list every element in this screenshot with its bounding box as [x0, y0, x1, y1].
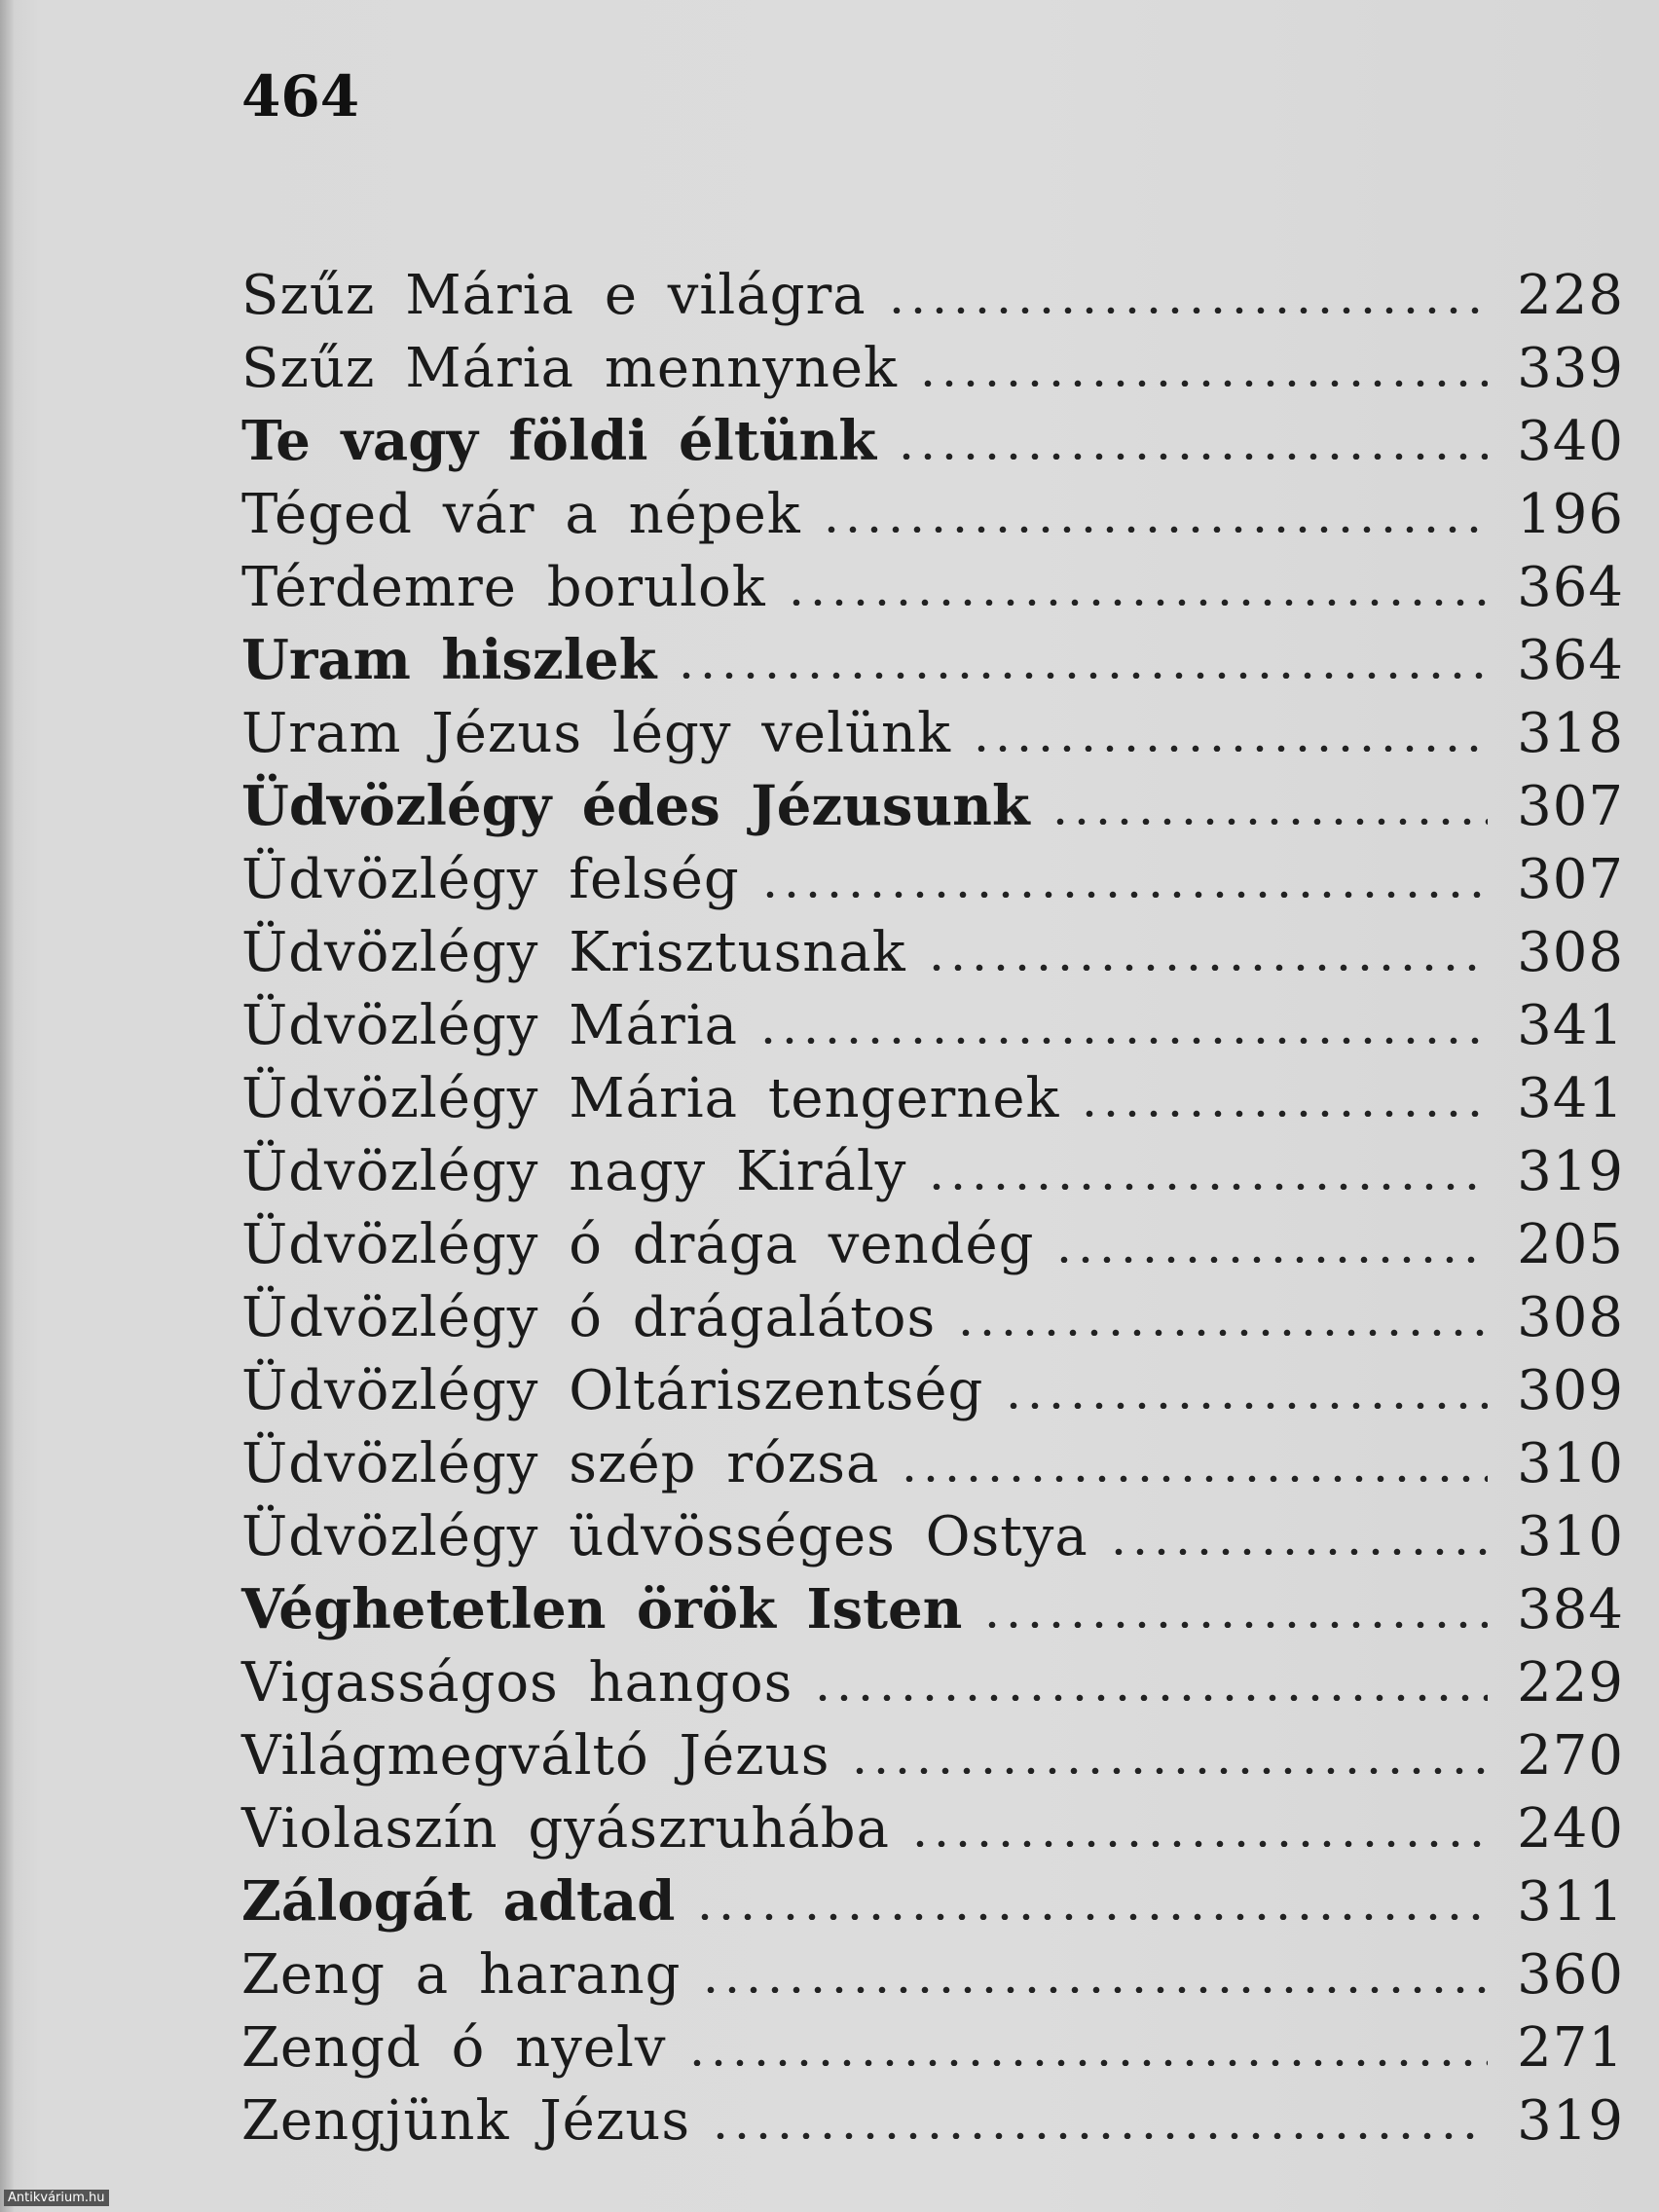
- dot-leader: [971, 693, 1488, 752]
- dot-leader: [812, 1642, 1488, 1701]
- entry-page-number: 307: [1517, 775, 1624, 838]
- dot-leader: [849, 1715, 1488, 1774]
- entry-page-number: 364: [1517, 556, 1624, 619]
- dot-leader: [896, 401, 1488, 460]
- entry-page-number: 205: [1517, 1213, 1624, 1276]
- index-entry: [241, 839, 1624, 912]
- entry-title: Üdvözlégy Krisztusnak: [241, 921, 906, 984]
- index-entry: [241, 401, 1624, 474]
- entry-page-number: 364: [1517, 629, 1624, 692]
- dot-leader: [757, 985, 1488, 1044]
- index-entry: [241, 2081, 1624, 2154]
- dot-leader: [759, 839, 1488, 898]
- index-entry: [241, 1131, 1624, 1204]
- entry-page-number: 240: [1517, 1797, 1624, 1861]
- dot-leader: [694, 1862, 1488, 1920]
- dot-leader: [710, 2081, 1488, 2139]
- dot-leader: [955, 1277, 1488, 1336]
- dot-leader: [1079, 1058, 1488, 1117]
- dot-leader: [686, 2008, 1488, 2066]
- entry-page-number: 319: [1517, 2089, 1624, 2153]
- index-entry: [241, 912, 1624, 985]
- dot-leader: [926, 912, 1488, 971]
- dot-leader: [821, 474, 1488, 533]
- entry-page-number: 339: [1517, 337, 1624, 400]
- entry-title: Üdvözlégy Mária: [241, 994, 739, 1057]
- entry-title: Üdvözlégy ó drágalátos: [241, 1286, 937, 1349]
- index-entry: [241, 255, 1624, 328]
- entry-page-number: 229: [1517, 1651, 1624, 1714]
- dot-leader: [1003, 1350, 1488, 1409]
- entry-title: Világmegváltó Jézus: [241, 1724, 830, 1788]
- entry-page-number: 309: [1517, 1359, 1624, 1422]
- index-entry: [241, 693, 1624, 766]
- index-entry: [241, 1350, 1624, 1423]
- entry-page-number: 196: [1517, 483, 1624, 546]
- entry-title: Üdvözlégy felség: [241, 848, 740, 911]
- entry-page-number: 341: [1517, 1067, 1624, 1130]
- dot-leader: [1050, 766, 1488, 825]
- dot-leader: [1108, 1496, 1488, 1555]
- entry-title: Téged vár a népek: [241, 483, 801, 546]
- index-entry: [241, 547, 1624, 620]
- entry-title: Véghetetlen örök Isten: [241, 1577, 963, 1641]
- index-list: [241, 255, 1624, 2154]
- dot-leader: [917, 328, 1488, 387]
- index-entry: [241, 1862, 1624, 1935]
- entry-page-number: 308: [1517, 1286, 1624, 1349]
- index-entry: [241, 1569, 1624, 1642]
- index-entry: [241, 1496, 1624, 1569]
- index-entry: [241, 474, 1624, 547]
- entry-title: Te vagy földi éltünk: [241, 409, 877, 473]
- entry-title: Szűz Mária mennynek: [241, 337, 898, 400]
- entry-title: Zeng a harang: [241, 1943, 682, 2007]
- dot-leader: [981, 1569, 1488, 1628]
- entry-title: Térdemre borulok: [241, 556, 766, 619]
- index-entry: [241, 620, 1624, 693]
- dot-leader: [886, 255, 1488, 313]
- entry-title: Szűz Mária e világra: [241, 264, 866, 327]
- watermark: Antikvárium.hu: [4, 2190, 109, 2206]
- index-entry: [241, 1642, 1624, 1715]
- entry-title: Zengjünk Jézus: [241, 2089, 691, 2153]
- page-edge: [0, 0, 14, 2212]
- entry-page-number: 318: [1517, 702, 1624, 765]
- index-entry: [241, 766, 1624, 839]
- entry-title: Vigasságos hangos: [241, 1651, 793, 1714]
- index-entry: [241, 1788, 1624, 1862]
- entry-page-number: 340: [1517, 410, 1624, 473]
- dot-leader: [700, 1935, 1488, 1993]
- entry-page-number: 319: [1517, 1140, 1624, 1203]
- entry-title: Üdvözlégy szép rózsa: [241, 1432, 880, 1495]
- index-entry: [241, 328, 1624, 401]
- dot-leader: [926, 1131, 1488, 1190]
- entry-title: Zengd ó nyelv: [241, 2016, 667, 2080]
- index-entry: [241, 1058, 1624, 1131]
- entry-page-number: 271: [1517, 2016, 1624, 2080]
- entry-page-number: 307: [1517, 848, 1624, 911]
- index-entry: [241, 985, 1624, 1058]
- entry-title: Üdvözlégy Mária tengernek: [241, 1067, 1060, 1130]
- entry-title: Uram Jézus légy velünk: [241, 702, 952, 765]
- dot-leader: [1053, 1204, 1488, 1263]
- page-number: 464: [241, 63, 360, 129]
- entry-page-number: 341: [1517, 994, 1624, 1057]
- index-entry: [241, 1277, 1624, 1350]
- entry-page-number: 360: [1517, 1943, 1624, 2007]
- entry-title: Uram hiszlek: [241, 628, 657, 692]
- index-entry: [241, 1715, 1624, 1788]
- dot-leader: [899, 1423, 1488, 1482]
- dot-leader: [676, 620, 1488, 679]
- entry-page-number: 384: [1517, 1578, 1624, 1641]
- entry-title: Üdvözlégy Oltáriszentség: [241, 1359, 984, 1422]
- index-entry: [241, 1423, 1624, 1496]
- entry-page-number: 310: [1517, 1432, 1624, 1495]
- index-entry: [241, 1935, 1624, 2008]
- entry-title: Üdvözlégy édes Jézusunk: [241, 774, 1030, 838]
- entry-page-number: 311: [1517, 1870, 1624, 1934]
- entry-page-number: 228: [1517, 264, 1624, 327]
- dot-leader: [786, 547, 1488, 606]
- entry-title: Üdvözlégy üdvösséges Ostya: [241, 1505, 1088, 1568]
- index-entry: [241, 2008, 1624, 2081]
- index-entry: [241, 1204, 1624, 1277]
- entry-title: Violaszín gyászruhába: [241, 1797, 891, 1861]
- entry-title: Üdvözlégy nagy Király: [241, 1140, 907, 1203]
- dot-leader: [909, 1788, 1488, 1847]
- entry-title: Zálogát adtad: [241, 1869, 676, 1934]
- entry-title: Üdvözlégy ó drága vendég: [241, 1213, 1035, 1276]
- entry-page-number: 308: [1517, 921, 1624, 984]
- entry-page-number: 310: [1517, 1505, 1624, 1568]
- entry-page-number: 270: [1517, 1724, 1624, 1788]
